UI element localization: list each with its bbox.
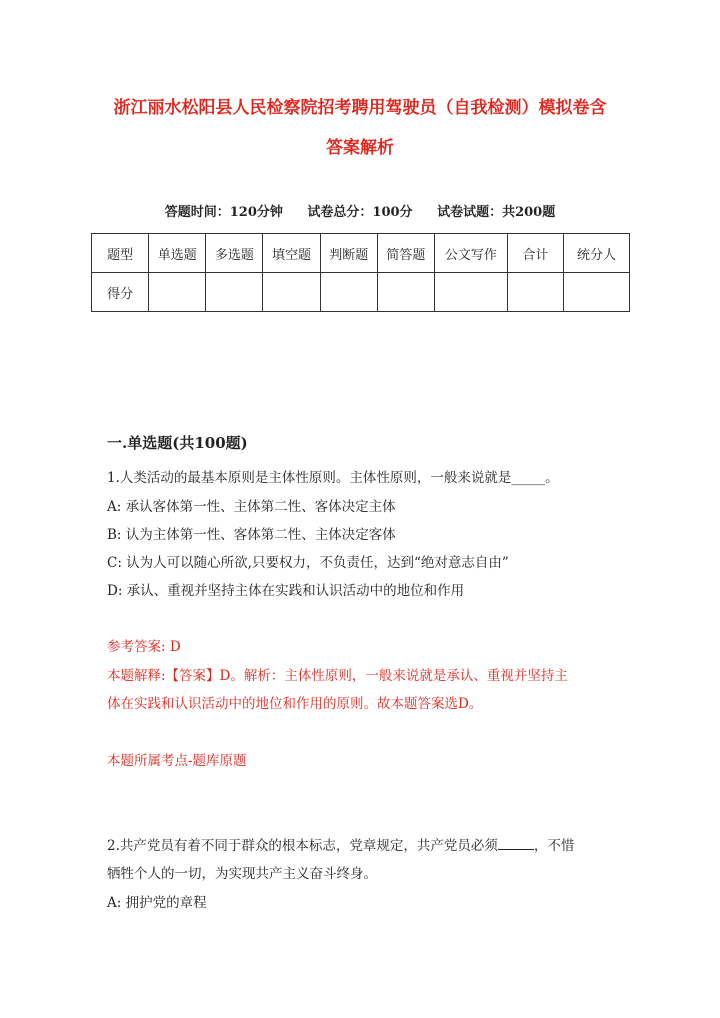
exam-question-count: 试卷试题：共200题 — [437, 205, 556, 220]
header-cell: 填空题 — [263, 234, 320, 273]
header-cell: 多选题 — [206, 234, 263, 273]
question-1-tag: 本题所属考点-题库原题 — [107, 753, 247, 769]
answer-blank — [498, 848, 534, 850]
document-title-line-1: 浙江丽水松阳县人民检察院招考聘用驾驶员（自我检测）模拟卷含 — [113, 98, 607, 118]
question-2-stem-part-b: ，不惜 — [533, 838, 575, 854]
score-cell — [206, 273, 263, 312]
question-1-explanation-line-1: 本题解释:【答案】D。解析：主体性原则，一般来说就是承认、重视并坚持主 — [107, 668, 568, 684]
score-table — [91, 233, 630, 312]
header-cell: 单选题 — [149, 234, 206, 273]
document-title-line-2: 答案解析 — [326, 138, 394, 158]
header-cell: 公文写作 — [434, 234, 507, 273]
score-cell — [263, 273, 320, 312]
score-cell — [377, 273, 434, 312]
header-cell: 判断题 — [320, 234, 377, 273]
header-cell: 简答题 — [377, 234, 434, 273]
header-cell: 题型 — [92, 234, 149, 273]
question-2-option-a: A: 拥护党的章程 — [107, 895, 207, 911]
question-1-option-b: B: 认为主体第一性、客体第二性、主体决定客体 — [107, 527, 396, 543]
exam-meta — [0, 201, 720, 220]
question-1-option-d: D: 承认、重视并坚持主体在实践和认识活动中的地位和作用 — [107, 583, 465, 599]
question-2-stem-part-a: 2.共产党员有着不同于群众的根本标志，党章规定，共产党员必须 — [107, 838, 498, 854]
header-cell: 统分人 — [563, 234, 629, 273]
score-cell — [320, 273, 377, 312]
score-cell — [434, 273, 507, 312]
score-cell — [149, 273, 206, 312]
section-heading: 一.单选题(共100题) — [107, 434, 248, 452]
score-cell — [507, 273, 563, 312]
question-1-answer: 参考答案: D — [107, 639, 181, 655]
question-1-option-c: C: 认为人可以随心所欲,只要权力，不负责任，达到“绝对意志自由” — [107, 555, 509, 571]
score-table-header-row — [92, 234, 630, 273]
question-2-stem-line-1 — [107, 834, 574, 854]
exam-total-score: 试卷总分：100分 — [307, 205, 413, 220]
question-1-option-a: A: 承认客体第一性、主体第二性、客体决定主体 — [107, 499, 396, 515]
header-cell: 合计 — [507, 234, 563, 273]
score-cell — [563, 273, 629, 312]
score-table-score-row — [92, 273, 630, 312]
question-1-explanation-line-2: 体在实践和认识活动中的地位和作用的原则。故本题答案选D。 — [107, 696, 483, 712]
exam-time: 答题时间：120分钟 — [164, 205, 283, 220]
question-1-stem: 1.人类活动的最基本原则是主体性原则。主体性原则，一般来说就是_____。 — [107, 470, 559, 486]
question-2-stem-line-2: 牺牲个人的一切，为实现共产主义奋斗终身。 — [107, 866, 377, 882]
row-label-cell: 得分 — [92, 273, 149, 312]
